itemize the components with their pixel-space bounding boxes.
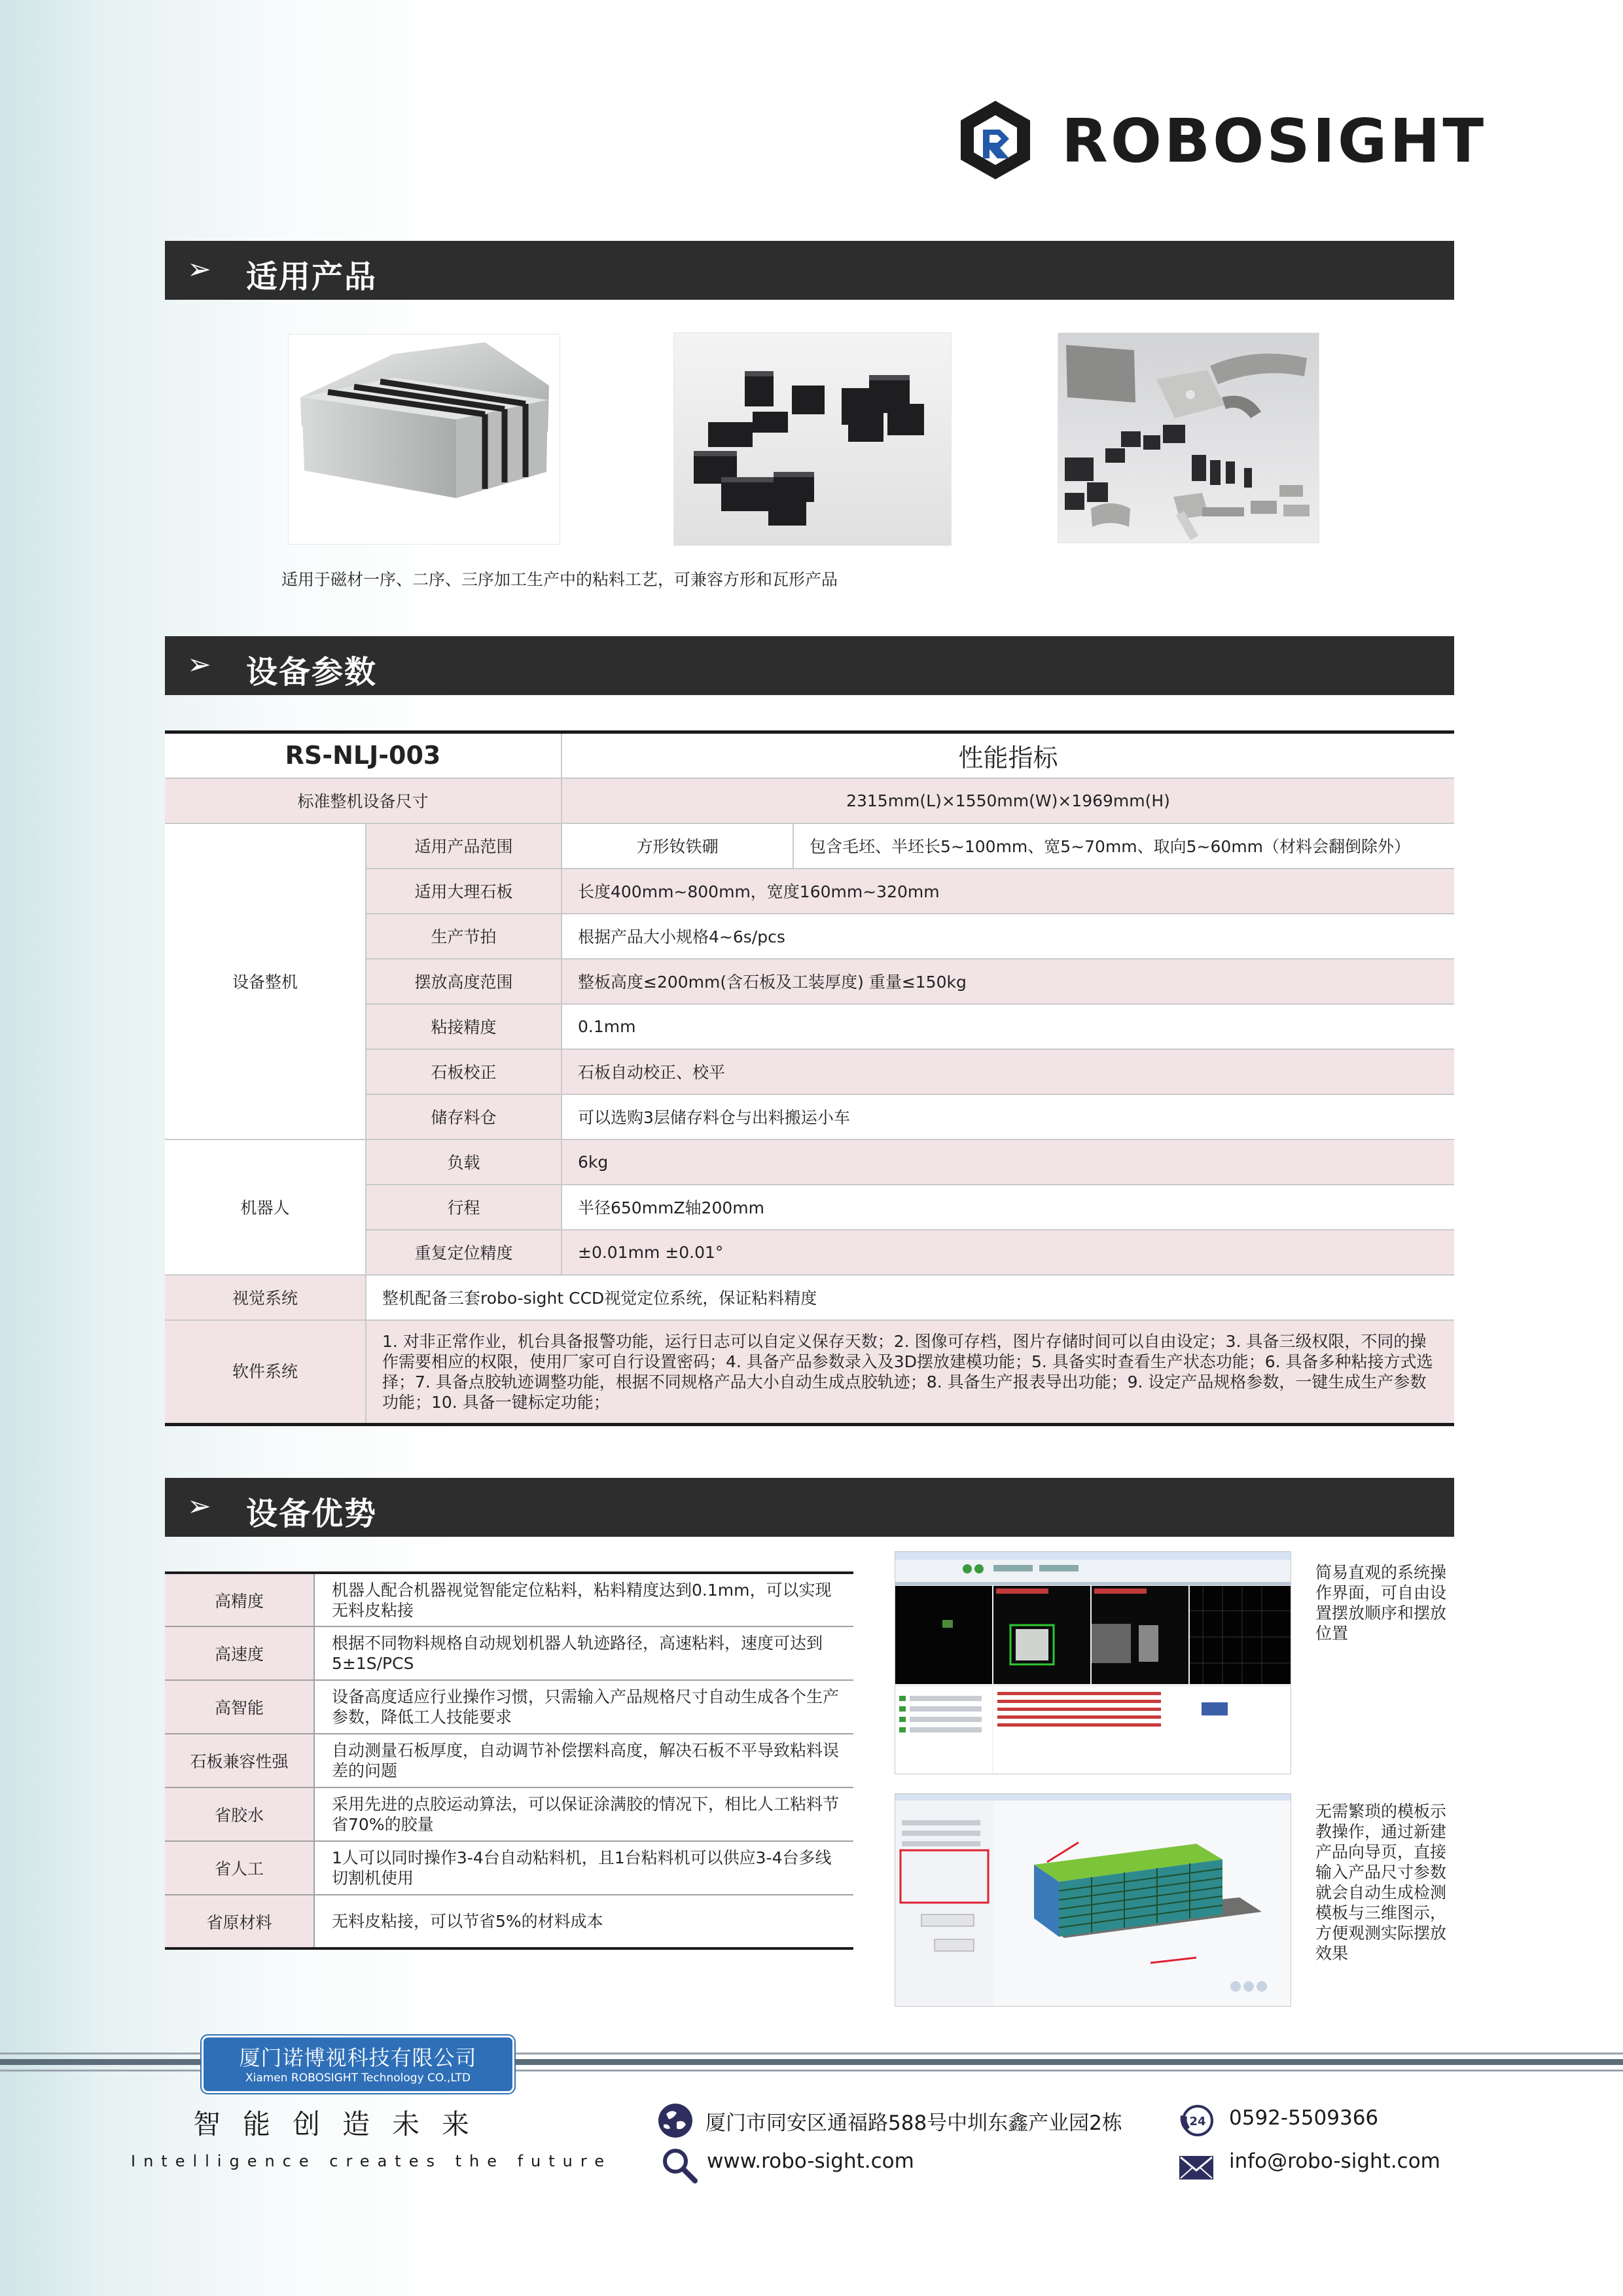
spec-label: 标准整机设备尺寸 [165,778,562,823]
company-name-en: Xiamen ROBOSIGHT Technology CO.,LTD [245,2072,471,2085]
spec-row [165,1320,1454,1425]
slogan-en: Intelligence creates the future [131,2152,612,2170]
chevron-right-icon: ➢ [187,1490,211,1523]
chevron-right-icon: ➢ [187,648,211,681]
mail-icon [1178,2149,1215,2186]
advantage-row [165,1841,853,1895]
spec-label: 粘接精度 [366,1004,562,1049]
spec-row [165,1275,1454,1320]
chevron-right-icon: ➢ [187,253,211,286]
advantage-value: 无料皮粘接，可以节省5%的材料成本 [314,1895,853,1948]
advantage-key: 石板兼容性强 [165,1734,314,1787]
slogan-cn: 智能创造未来 [193,2108,492,2140]
phone-24-icon [1178,2102,1215,2139]
advantage-key: 省人工 [165,1841,314,1895]
software-screenshot-3d-model [895,1793,1291,2007]
spec-model: RS-NLJ-003 [165,732,562,778]
spec-value: 石板自动校正、校平 [562,1049,1454,1094]
screenshot-description-1: 简易直观的系统操作界面，可自由设置摆放顺序和摆放位置 [1315,1563,1447,1643]
spec-value: 整机配备三套robo-sight CCD视觉定位系统，保证粘料精度 [366,1275,1454,1320]
advantage-key: 高智能 [165,1680,314,1734]
spec-value: 整板高度≤200mm(含石板及工装厚度) 重量≤150kg [562,959,1454,1004]
globe-icon [657,2102,694,2139]
footer-website[interactable]: www.robo-sight.com [707,2149,914,2173]
spec-value: 包含毛坯、半坯长5~100mm、宽5~70mm、取向5~60mm（材料会翻倒除外） [793,823,1454,869]
spec-value: 0.1mm [562,1004,1454,1049]
advantage-key: 省原材料 [165,1895,314,1948]
spec-performance-header: 性能指标 [562,732,1454,778]
advantage-value: 1人可以同时操作3-4台自动粘料机，且1台粘料机可以供应3-4台多线切割机使用 [314,1841,853,1895]
company-name-cn: 厦门诺博视科技有限公司 [239,2045,477,2070]
spec-label: 适用产品范围 [366,823,562,869]
spec-value: 可以选购3层储存料仓与出料搬运小车 [562,1094,1454,1139]
company-badge [202,2036,514,2093]
product-photo-mixed-magnets [1058,332,1319,543]
spec-value: 半径650mmZ轴200mm [562,1185,1454,1230]
section-title-products: 适用产品 [246,259,378,295]
screenshot-description-2: 无需繁琐的模板示教操作，通过新建产品向导页，直接输入产品尺寸参数就会自动生成检测模板与三维图示，方便观测实际摆放效果 [1315,1802,1447,1963]
advantage-key: 省胶水 [165,1787,314,1841]
spec-label: 适用大理石板 [366,869,562,914]
advantage-value: 机器人配合机器视觉智能定位粘料，粘料精度达到0.1mm，可以实现无料皮粘接 [314,1573,853,1626]
spec-header-row [165,732,1454,778]
software-screenshot-main-ui [895,1551,1291,1774]
footer-phone: 0592-5509366 [1229,2106,1379,2130]
spec-label: 重复定位精度 [366,1230,562,1275]
spec-table [165,730,1454,1426]
spec-row [165,778,1454,823]
spec-value: 6kg [562,1139,1454,1185]
spec-label: 摆放高度范围 [366,959,562,1004]
svg-text:24: 24 [1189,2115,1206,2128]
spec-label: 软件系统 [165,1320,366,1425]
product-photo-black-blocks [673,332,952,546]
products-caption: 适用于磁材一序、二序、三序加工生产中的粘料工艺，可兼容方形和瓦形产品 [281,570,838,589]
spec-value: 2315mm(L)×1550mm(W)×1969mm(H) [562,778,1454,823]
spec-row [165,823,1454,869]
advantage-row [165,1573,853,1626]
spec-label: 石板校正 [366,1049,562,1094]
section-bar-parameters [165,636,1454,695]
spec-label: 视觉系统 [165,1275,366,1320]
advantage-row [165,1626,853,1680]
spec-value: 1. 对非正常作业，机台具备报警功能，运行日志可以自定义保存天数；2. 图像可存档，图片存储时间可以自由设定；3. 具备三级权限，不同的操作需要相应的权限，使用厂家可自行设置密码；4. 具备产品参数录入及3D摆放建模功能；5. 具备实时查看生产状态功能；6. 具备多种粘接方式选择；7. 具备点胶轨迹调整功能，根据不同规格产品大小自动生成点胶轨迹；8. 具备生产报表导出功能；9. 设定产品规格参数，一键生成生产参数功能；10. 具备一键标定功能； [366,1320,1454,1425]
footer-email[interactable]: info@robo-sight.com [1229,2149,1440,2173]
advantage-value: 自动测量石板厚度，自动调节补偿摆料高度，解决石板不平导致粘料误差的问题 [314,1734,853,1787]
spec-group-robot: 机器人 [165,1139,366,1275]
advantages-table [165,1571,853,1950]
advantage-value: 设备高度适应行业操作习惯，只需输入产品规格尺寸自动生成各个生产参数，降低工人技能要求 [314,1680,853,1734]
advantage-row [165,1895,853,1948]
advantage-key: 高精度 [165,1573,314,1626]
section-title-parameters: 设备参数 [246,654,378,691]
spec-label: 生产节拍 [366,914,562,959]
brand-name: ROBOSIGHT [1061,106,1487,176]
robosight-logo-mark [957,98,1034,182]
section-title-advantages: 设备优势 [246,1496,378,1532]
spec-value: 长度400mm~800mm，宽度160mm~320mm [562,869,1454,914]
spec-value: 方形钕铁硼 [562,823,793,869]
advantage-row [165,1680,853,1734]
search-icon [661,2147,698,2183]
spec-row [165,1139,1454,1185]
spec-label: 负载 [366,1139,562,1185]
section-bar-products [165,241,1454,300]
advantage-row [165,1734,853,1787]
advantage-key: 高速度 [165,1626,314,1680]
advantage-row [165,1787,853,1841]
advantage-value: 根据不同物料规格自动规划机器人轨迹路径，高速粘料，速度可达到5±1S/PCS [314,1626,853,1680]
spec-value: 根据产品大小规格4~6s/pcs [562,914,1454,959]
product-photo-magnet-blocks [288,334,560,545]
spec-label: 行程 [366,1185,562,1230]
spec-label: 储存料仓 [366,1094,562,1139]
spec-value: ±0.01mm ±0.01° [562,1230,1454,1275]
advantage-value: 采用先进的点胶运动算法，可以保证涂满胶的情况下，相比人工粘料节省70%的胶量 [314,1787,853,1841]
brand-logo [957,98,1487,183]
section-bar-advantages [165,1478,1454,1537]
footer-address: 厦门市同安区通福路588号中圳东鑫产业园2栋 [705,2111,1122,2135]
spec-group-machine: 设备整机 [165,823,366,1139]
